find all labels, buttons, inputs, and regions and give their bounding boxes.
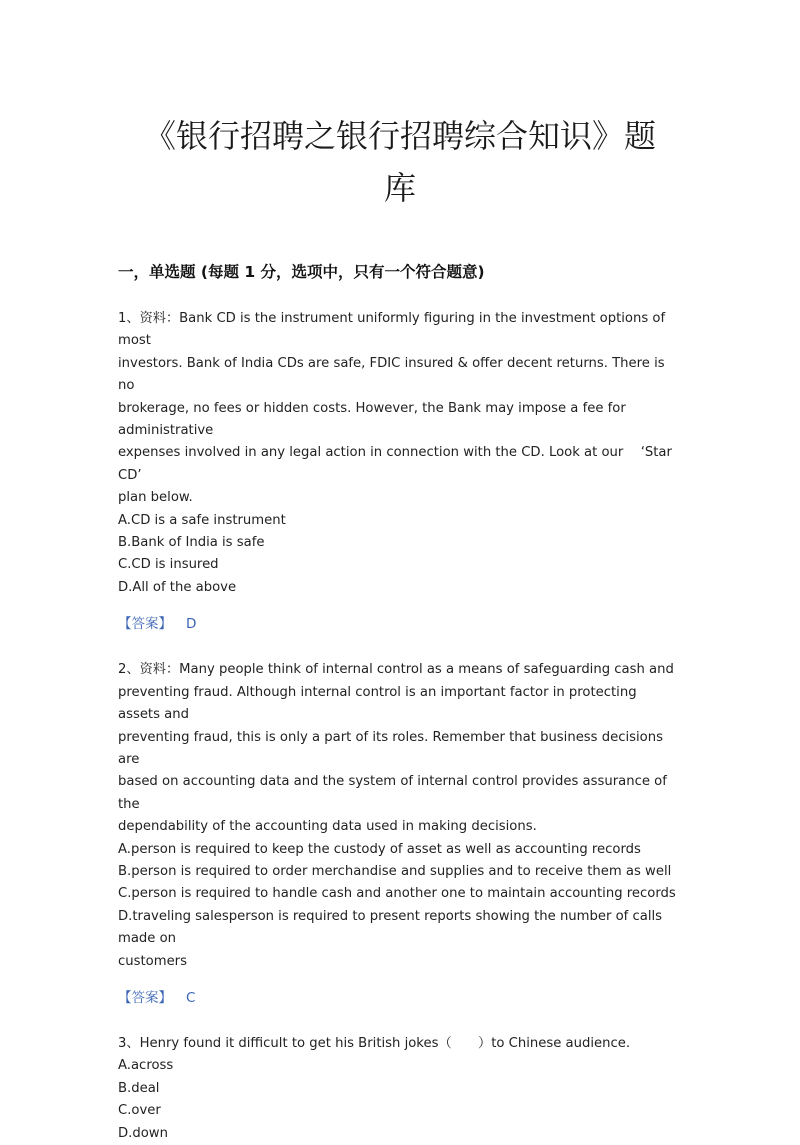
question-text-line: dependability of the accounting data used in making decisions. bbox=[118, 819, 537, 835]
option-d: D.All of the above bbox=[118, 579, 237, 595]
option-d-continued: customers bbox=[118, 953, 187, 969]
question-3 bbox=[118, 1033, 682, 1145]
question-text-line: investors. Bank of India CDs are safe, FDIC insured & offer decent returns. There is no bbox=[118, 355, 665, 394]
answer-value: C bbox=[186, 989, 196, 1006]
answer-tag: 【答案】 bbox=[118, 616, 172, 633]
question-text-line: 1、资料：Bank CD is the instrument uniformly figuring in the investment options of most bbox=[118, 311, 666, 349]
answer-1 bbox=[118, 613, 682, 635]
option-b: B.deal bbox=[118, 1080, 160, 1096]
document-page bbox=[0, 110, 800, 1145]
option-a: A.person is required to keep the custody of asset as well as accounting records bbox=[118, 841, 641, 857]
question-text-line: expenses involved in any legal action in connection with the CD. Look at our ‘Star CD’ bbox=[118, 445, 672, 483]
question-text-line: 3、Henry found it difficult to get his British jokes（ ）to Chinese audience. bbox=[118, 1035, 631, 1051]
answer-2 bbox=[118, 987, 682, 1009]
section-header: 一，单选题 (每题 1 分，选项中，只有一个符合题意) bbox=[118, 263, 485, 281]
title-line-2: 库 bbox=[383, 169, 416, 207]
option-a: A.across bbox=[118, 1058, 174, 1074]
document-title bbox=[118, 110, 682, 214]
question-text-line: plan below. bbox=[118, 490, 193, 506]
answer-value: D bbox=[186, 616, 197, 633]
question-1 bbox=[118, 308, 682, 599]
option-d: D.traveling salesperson is required to present reports showing the number of calls made on bbox=[118, 908, 663, 947]
option-c: C.person is required to handle cash and another one to maintain accounting records bbox=[118, 886, 676, 902]
question-text-line: preventing fraud. Although internal control is an important factor in protecting assets and bbox=[118, 684, 637, 723]
question-2 bbox=[118, 659, 682, 973]
question-text-line: preventing fraud, this is only a part of its roles. Remember that business decisions are bbox=[118, 729, 663, 767]
title-line-1: 《银行招聘之银行招聘综合知识》题 bbox=[143, 117, 656, 155]
option-b: B.person is required to order merchandise and supplies and to receive them as well bbox=[118, 863, 672, 879]
option-c: C.over bbox=[118, 1103, 161, 1119]
option-b: B.Bank of India is safe bbox=[118, 535, 265, 551]
question-text-line: 2、资料：Many people think of internal control as a means of safeguarding cash and bbox=[118, 662, 674, 678]
option-a: A.CD is a safe instrument bbox=[118, 512, 286, 528]
answer-tag: 【答案】 bbox=[118, 989, 172, 1006]
question-text-line: based on accounting data and the system of internal control provides assurance of the bbox=[118, 774, 667, 812]
option-c: C.CD is insured bbox=[118, 557, 219, 573]
question-text-line: brokerage, no fees or hidden costs. However, the Bank may impose a fee for administrative bbox=[118, 400, 626, 439]
option-d: D.down bbox=[118, 1125, 168, 1141]
